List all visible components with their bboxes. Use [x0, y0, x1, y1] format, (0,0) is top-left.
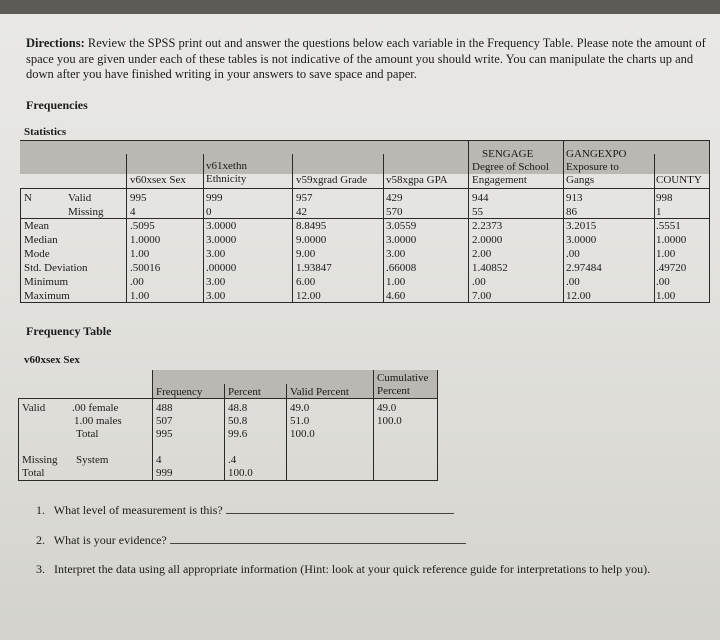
row-label-missing: Missing	[68, 206, 104, 218]
row-label-mean: Mean	[24, 220, 50, 232]
stat-cell: 7.00	[472, 290, 492, 302]
stat-cell: 3.0000	[566, 234, 597, 246]
stat-cell: 1.00	[130, 290, 150, 302]
row-label-median: Median	[24, 234, 58, 246]
col-sengage-line3: Engagement	[472, 174, 527, 186]
freq-cell-percent: 99.6	[228, 428, 248, 440]
directions-text	[26, 36, 706, 83]
question-1-number: 1.	[36, 503, 45, 517]
freq-cell-valid-percent: 100.0	[290, 428, 315, 440]
question-2	[36, 532, 466, 548]
directions-body: Review the SPSS print out and answer the questions below each variable in the Frequency Table. Please note the amount of space you are given under each of these tables is not indicative of the amount you should write. You can manipulate the charts up and down after you have finished writing in your answers to save space and paper.	[26, 36, 706, 81]
stat-cell: 957	[296, 192, 313, 204]
stat-cell: .00	[472, 276, 486, 288]
stat-cell: .00000	[206, 262, 237, 274]
freq-col-cumulative-line2: Percent	[377, 385, 410, 397]
freq-cell-valid-percent: 51.0	[290, 415, 310, 427]
stat-cell: 2.00	[472, 248, 492, 260]
col-sengage-line1: SENGAGE	[482, 148, 534, 160]
stat-cell: 1.0000	[656, 234, 687, 246]
freq-row-label: Total	[76, 428, 99, 440]
freq-cell-cumulative: 49.0	[377, 402, 397, 414]
stat-cell: 12.00	[296, 290, 321, 302]
stat-cell: 913	[566, 192, 583, 204]
stat-cell: 3.0000	[206, 220, 237, 232]
stat-cell: 3.00	[206, 248, 226, 260]
stat-cell: .00	[566, 276, 580, 288]
question-3-text: Interpret the data using all appropriate information (Hint: look at your quick reference guide for interpretations to help you).	[54, 562, 651, 576]
stat-cell: 1.00	[656, 248, 676, 260]
freq-group-missing: Missing	[22, 454, 58, 466]
stat-cell: 995	[130, 192, 147, 204]
stat-cell: 3.00	[386, 248, 406, 260]
col-sengage	[472, 148, 549, 187]
stat-cell: 998	[656, 192, 673, 204]
col-v59xgrad: v59xgrad Grade	[296, 174, 368, 186]
stat-cell: .66008	[386, 262, 417, 274]
stat-cell: .00	[566, 248, 580, 260]
col-county: COUNTY	[656, 174, 702, 186]
stat-cell: 9.0000	[296, 234, 327, 246]
freq-cell-frequency: 999	[156, 467, 173, 479]
freq-cell-cumulative: 100.0	[377, 415, 402, 427]
row-label-std: Std. Deviation	[24, 262, 88, 274]
stat-cell: .5551	[656, 220, 681, 232]
answer-line-2[interactable]	[170, 532, 466, 544]
freq-cell-percent: .4	[228, 454, 237, 466]
col-v61xethn	[206, 160, 247, 186]
stat-cell: .50016	[130, 262, 161, 274]
freq-group-total: Total	[22, 467, 45, 479]
stat-cell: 1	[656, 206, 662, 218]
frequency-table-heading: Frequency Table	[26, 324, 112, 338]
stat-cell: 3.0000	[206, 234, 237, 246]
stat-cell: 944	[472, 192, 489, 204]
row-label-minimum: Minimum	[24, 276, 69, 288]
row-label-mode: Mode	[24, 248, 50, 260]
col-v61xethn-line2: Ethnicity	[206, 173, 247, 185]
stat-cell: 1.93847	[296, 262, 332, 274]
stat-cell: 6.00	[296, 276, 316, 288]
stat-cell: 0	[206, 206, 212, 218]
freq-cell-frequency: 995	[156, 428, 173, 440]
stat-cell: 9.00	[296, 248, 316, 260]
row-label-n: N	[24, 192, 32, 204]
freq-cell-frequency: 4	[156, 454, 162, 466]
stat-cell: 12.00	[566, 290, 591, 302]
stat-cell: 8.8495	[296, 220, 327, 232]
stat-cell: 2.0000	[472, 234, 503, 246]
freq-row-label: 1.00 males	[74, 415, 122, 427]
stat-cell: .5095	[130, 220, 155, 232]
stat-cell: 3.00	[206, 276, 226, 288]
freq-cell-frequency: 507	[156, 415, 173, 427]
stat-cell: 1.0000	[130, 234, 161, 246]
question-2-number: 2.	[36, 533, 45, 547]
stat-cell: 3.2015	[566, 220, 597, 232]
v60xsex-heading: v60xsex Sex	[24, 354, 80, 366]
question-2-text: What is your evidence?	[53, 533, 167, 547]
row-label-maximum: Maximum	[24, 290, 70, 302]
question-1-text: What level of measurement is this?	[53, 503, 223, 517]
stat-cell: .00	[656, 276, 670, 288]
stat-cell: 1.40852	[472, 262, 508, 274]
stat-cell: .00	[130, 276, 144, 288]
stat-cell: 55	[472, 206, 483, 218]
stat-cell: 429	[386, 192, 403, 204]
worksheet-page	[0, 14, 720, 640]
col-v60xsex: v60xsex Sex	[130, 174, 186, 186]
freq-cell-frequency: 488	[156, 402, 173, 414]
stat-cell: 4.60	[386, 290, 406, 302]
freq-cell-percent: 50.8	[228, 415, 248, 427]
freq-col-frequency: Frequency	[156, 386, 203, 398]
stat-cell: 1.00	[386, 276, 406, 288]
stat-cell: 2.97484	[566, 262, 602, 274]
frequencies-heading: Frequencies	[26, 98, 88, 112]
col-v58xgpa: v58xgpa GPA	[386, 174, 448, 186]
freq-cell-percent: 100.0	[228, 467, 253, 479]
col-v61xethn-line1: v61xethn	[206, 160, 247, 172]
freq-col-percent: Percent	[228, 386, 261, 398]
freq-col-cumulative-line1: Cumulative	[377, 372, 429, 384]
row-label-valid: Valid	[68, 192, 92, 204]
freq-row-label: System	[76, 454, 109, 466]
freq-group-valid: Valid	[22, 402, 46, 414]
freq-cell-valid-percent: 49.0	[290, 402, 310, 414]
question-3	[36, 562, 650, 577]
stat-cell: 4	[130, 206, 136, 218]
stat-cell: 42	[296, 206, 307, 218]
freq-col-valid-percent: Valid Percent	[290, 386, 349, 398]
stat-cell: 1.00	[656, 290, 676, 302]
question-3-number: 3.	[36, 562, 45, 576]
col-gangexpo-line3: Gangs	[566, 174, 595, 186]
stat-cell: 2.2373	[472, 220, 503, 232]
stat-cell: 570	[386, 206, 403, 218]
freq-col-cumulative	[377, 372, 428, 398]
stat-cell: 3.00	[206, 290, 226, 302]
col-gangexpo	[566, 148, 627, 187]
stat-cell: 1.00	[130, 248, 150, 260]
stat-cell: 999	[206, 192, 223, 204]
freq-row-label: .00 female	[72, 402, 119, 414]
col-sengage-line2: Degree of School	[472, 161, 549, 173]
col-gangexpo-line2: Exposure to	[566, 161, 619, 173]
stat-cell: .49720	[656, 262, 687, 274]
stat-cell: 3.0000	[386, 234, 417, 246]
stat-cell: 3.0559	[386, 220, 417, 232]
stat-cell: 86	[566, 206, 577, 218]
col-gangexpo-line1: GANGEXPO	[566, 148, 627, 160]
freq-cell-percent: 48.8	[228, 402, 248, 414]
answer-line-1[interactable]	[226, 502, 454, 514]
statistics-heading: Statistics	[24, 126, 67, 138]
question-1	[36, 502, 454, 518]
directions-label: Directions:	[26, 36, 85, 50]
